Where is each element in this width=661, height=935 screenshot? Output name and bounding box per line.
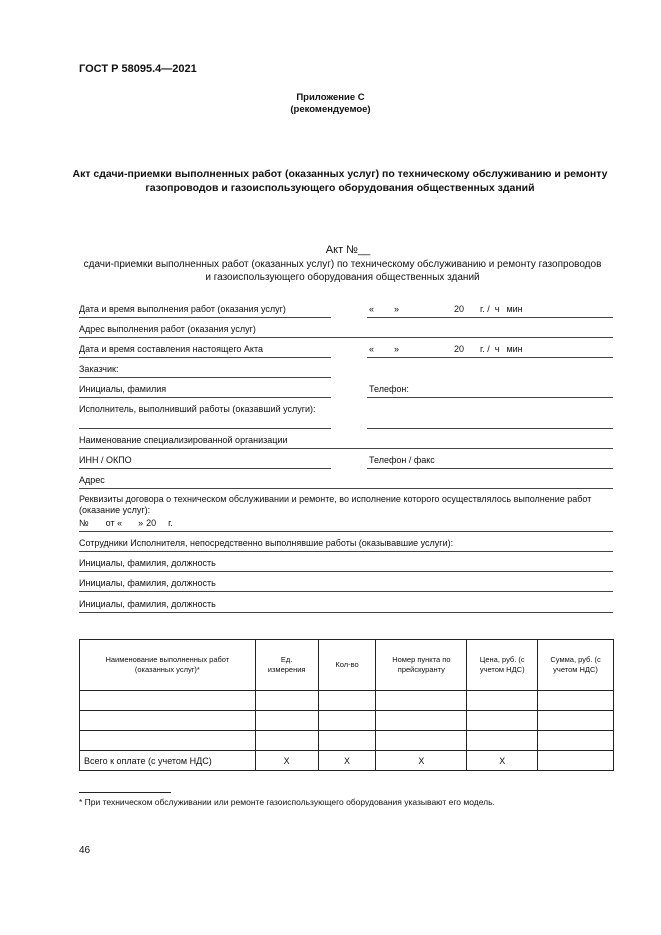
contract-g: г.: [168, 518, 173, 528]
table-cell[interactable]: [80, 731, 256, 751]
table-row[interactable]: [80, 711, 614, 731]
footnote-divider: [79, 792, 171, 793]
table-row[interactable]: [80, 691, 614, 711]
col-price-item: Номер пункта по прейскуранту: [376, 640, 467, 691]
inn-line[interactable]: [79, 468, 331, 469]
date-close-quote: »: [394, 344, 400, 354]
date-year: 20: [454, 304, 465, 314]
total-label: Всего к оплате (с учетом НДС): [80, 751, 256, 771]
date-g: г. /: [480, 304, 490, 314]
staff-row-2-line[interactable]: [79, 591, 613, 592]
contract-year: 20: [146, 518, 157, 528]
form-title: Акт сдачи-приемки выполненных работ (оказанных услуг) по техническому обслуживанию и ремонту газопроводов и газоиспользующего оборудования общественных зданий: [72, 168, 608, 194]
table-cell[interactable]: [467, 731, 538, 751]
date-minute: мин: [506, 304, 523, 314]
table-cell[interactable]: [318, 691, 376, 711]
customer-line[interactable]: [79, 377, 331, 378]
act-number: Акт №__: [325, 244, 371, 256]
document-header: ГОСТ Р 58095.4—2021: [79, 63, 197, 75]
customer-name-line[interactable]: [79, 397, 331, 398]
staff-label: Сотрудники Исполнителя, непосредственно выполнявшие работы (оказывавшие услуги):: [79, 538, 454, 548]
executor-label: Исполнитель, выполнивший работы (оказавший услуги):: [79, 404, 316, 414]
contract-number-sign: №: [79, 518, 89, 528]
date-open-quote: «: [369, 304, 375, 314]
staff-row-1-line[interactable]: [79, 571, 613, 572]
contract-from: от «: [105, 518, 123, 528]
date-g: г. /: [480, 344, 490, 354]
executor-line[interactable]: [79, 428, 331, 429]
org-name-line[interactable]: [79, 448, 613, 449]
work-address-line[interactable]: [79, 337, 613, 338]
col-unit: Ед. измерения: [255, 640, 318, 691]
total-mark-unit: X: [255, 751, 318, 771]
total-mark-qty: X: [318, 751, 376, 771]
table-cell[interactable]: [376, 711, 467, 731]
staff-row-3: Инициалы, фамилия, должность: [79, 599, 216, 609]
table-cell[interactable]: [318, 711, 376, 731]
date-minute: мин: [506, 344, 523, 354]
table-cell[interactable]: [376, 731, 467, 751]
act-datetime-value[interactable]: [369, 344, 523, 354]
table-row[interactable]: [80, 731, 614, 751]
act-subtitle: сдачи-приемки выполненных работ (оказанных услуг) по техническому обслуживанию и ремонту газопроводов и газоиспользующего оборудования общественных зданий: [83, 259, 602, 283]
work-datetime-line[interactable]: [79, 317, 331, 318]
address-label: Адрес: [79, 475, 105, 485]
table-cell[interactable]: [467, 691, 538, 711]
staff-row-3-line[interactable]: [79, 612, 613, 613]
date-close-quote: »: [394, 304, 400, 314]
date-open-quote: «: [369, 344, 375, 354]
work-datetime-value[interactable]: [369, 304, 523, 314]
table-cell[interactable]: [467, 711, 538, 731]
work-address-label: Адрес выполнения работ (оказания услуг): [79, 324, 256, 334]
executor-right-line[interactable]: [367, 428, 613, 429]
date-hour: ч: [494, 304, 500, 314]
table-cell[interactable]: [255, 691, 318, 711]
act-datetime-value-line: [367, 357, 613, 358]
col-work-name: Наименование выполненных работ (оказанных услуг)*: [80, 640, 256, 691]
staff-line: [79, 551, 613, 552]
contract-line[interactable]: [79, 531, 613, 532]
table-cell[interactable]: [80, 691, 256, 711]
table-cell[interactable]: [538, 711, 614, 731]
customer-name-label: Инициалы, фамилия: [79, 384, 167, 394]
works-table: [79, 639, 614, 771]
act-datetime-label: Дата и время составления настоящего Акта: [79, 344, 263, 354]
phone-fax-line[interactable]: [367, 468, 613, 469]
org-name-label: Наименование специализированной организации: [79, 435, 288, 445]
table-cell[interactable]: [538, 691, 614, 711]
table-cell[interactable]: [538, 731, 614, 751]
contract-label: Реквизиты договора о техническом обслуживании и ремонте, во исполнение которого осуществлялось выполнение работ (оказание услуг):: [79, 494, 592, 515]
table-cell[interactable]: [318, 731, 376, 751]
total-mark-price: X: [467, 751, 538, 771]
footnote: * При техническом обслуживании или ремонте газоиспользующего оборудования указывают его модель.: [79, 797, 495, 807]
table-cell[interactable]: [255, 711, 318, 731]
table-cell[interactable]: [376, 691, 467, 711]
appendix-title: Приложение С: [296, 92, 365, 103]
total-mark-item: X: [376, 751, 467, 771]
table-header-row: [80, 640, 614, 691]
contract-close-quote: »: [138, 518, 144, 528]
col-sum: Сумма, руб. (с учетом НДС): [538, 640, 614, 691]
inn-label: ИНН / ОКПО: [79, 455, 132, 465]
phone-line[interactable]: [367, 397, 613, 398]
date-year: 20: [454, 344, 465, 354]
total-sum[interactable]: [538, 751, 614, 771]
table-total-row: [80, 751, 614, 771]
appendix-heading: [0, 92, 661, 116]
work-datetime-label: Дата и время выполнения работ (оказания услуг): [79, 304, 286, 314]
appendix-status: (рекомендуемое): [290, 104, 371, 115]
page-number: 46: [79, 845, 91, 856]
table-cell[interactable]: [255, 731, 318, 751]
col-price: Цена, руб. (с учетом НДС): [467, 640, 538, 691]
contract-details[interactable]: [79, 518, 173, 528]
phone-fax-label: Телефон / факс: [369, 455, 435, 465]
act-datetime-line[interactable]: [79, 357, 331, 358]
staff-row-1: Инициалы, фамилия, должность: [79, 558, 216, 568]
phone-label: Телефон:: [369, 384, 409, 394]
date-hour: ч: [494, 344, 500, 354]
address-line[interactable]: [79, 488, 613, 489]
customer-label: Заказчик:: [79, 364, 119, 374]
table-cell[interactable]: [80, 711, 256, 731]
work-datetime-value-line: [367, 317, 613, 318]
staff-row-2: Инициалы, фамилия, должность: [79, 578, 216, 588]
col-quantity: Кол-во: [318, 640, 376, 691]
